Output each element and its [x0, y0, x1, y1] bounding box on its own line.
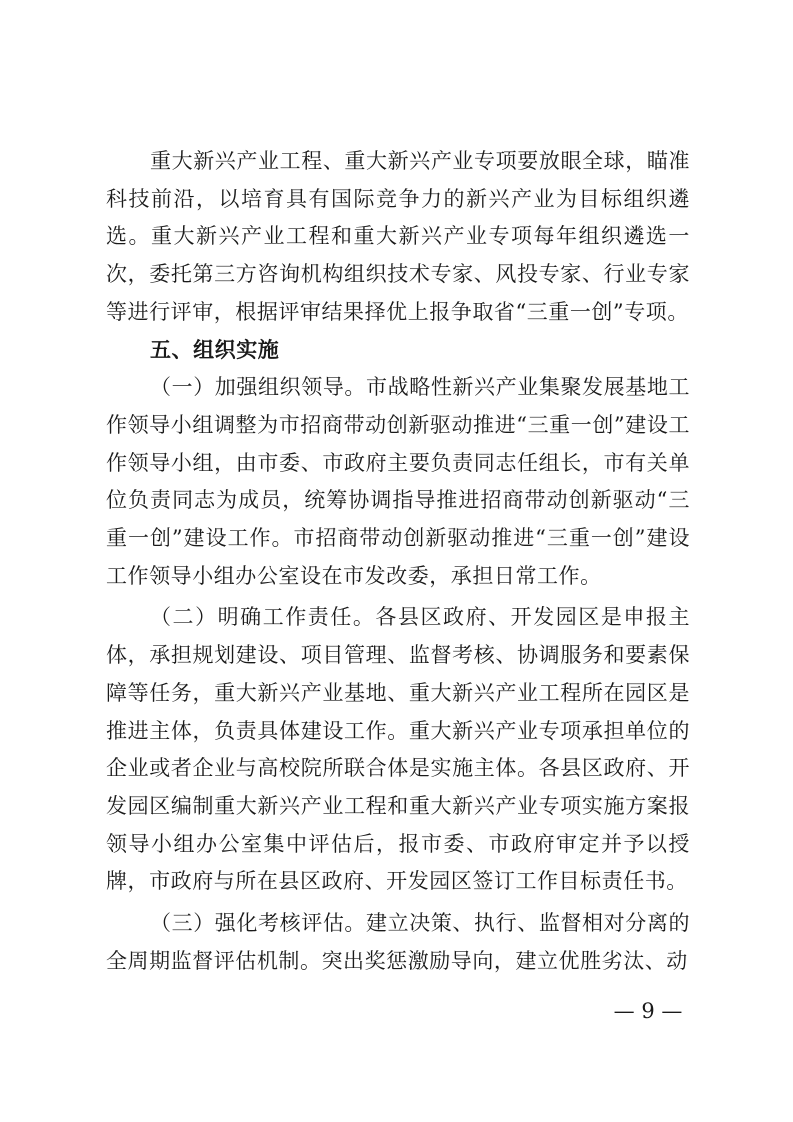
paragraph-assessment: （三）强化考核评估。建立决策、执行、监督相对分离的全周期监督评估机制。突出奖惩激励导向，建立优胜劣汰、动	[106, 911, 690, 973]
paragraph-selection-criteria: 重大新兴产业工程、重大新兴产业专项要放眼全球，瞄准科技前沿，以培育具有国际竞争力的新兴产业为目标组织遴选。重大新兴产业工程和重大新兴产业专项每年组织遴选一次，委托第三方咨询机构组织技术专家、风投专家、行业专家等进行评审，根据评审结果择优上报争取省“三重一创”专项。	[106, 149, 690, 324]
paragraph-leadership: （一）加强组织领导。市战略性新兴产业集聚发展基地工作领导小组调整为市招商带动创新驱动推进“三重一创”建设工作领导小组，由市委、市政府主要负责同志任组长，市有关单位负责同志为成员，统筹协调指导推进招商带动创新驱动“三重一创”建设工作。市招商带动创新驱动推进“三重一创”建设工作领导小组办公室设在市发改委，承担日常工作。	[106, 375, 690, 588]
section-heading-implementation: 五、组织实施	[150, 337, 280, 362]
document-body	[106, 143, 690, 980]
page-number: — 9 —	[613, 999, 683, 1023]
paragraph-responsibility: （二）明确工作责任。各县区政府、开发园区是申报主体，承担规划建设、项目管理、监督考核、协调服务和要素保障等任务，重大新兴产业基地、重大新兴产业工程所在园区是推进主体，负责具体建设工作。重大新兴产业专项承担单位的企业或者企业与高校院所联合体是实施主体。各县区政府、开发园区编制重大新兴产业工程和重大新兴产业专项实施方案报领导小组办公室集中评估后，报市委、市政府审定并予以授牌，市政府与所在县区政府、开发园区签订工作目标责任书。	[106, 605, 690, 894]
